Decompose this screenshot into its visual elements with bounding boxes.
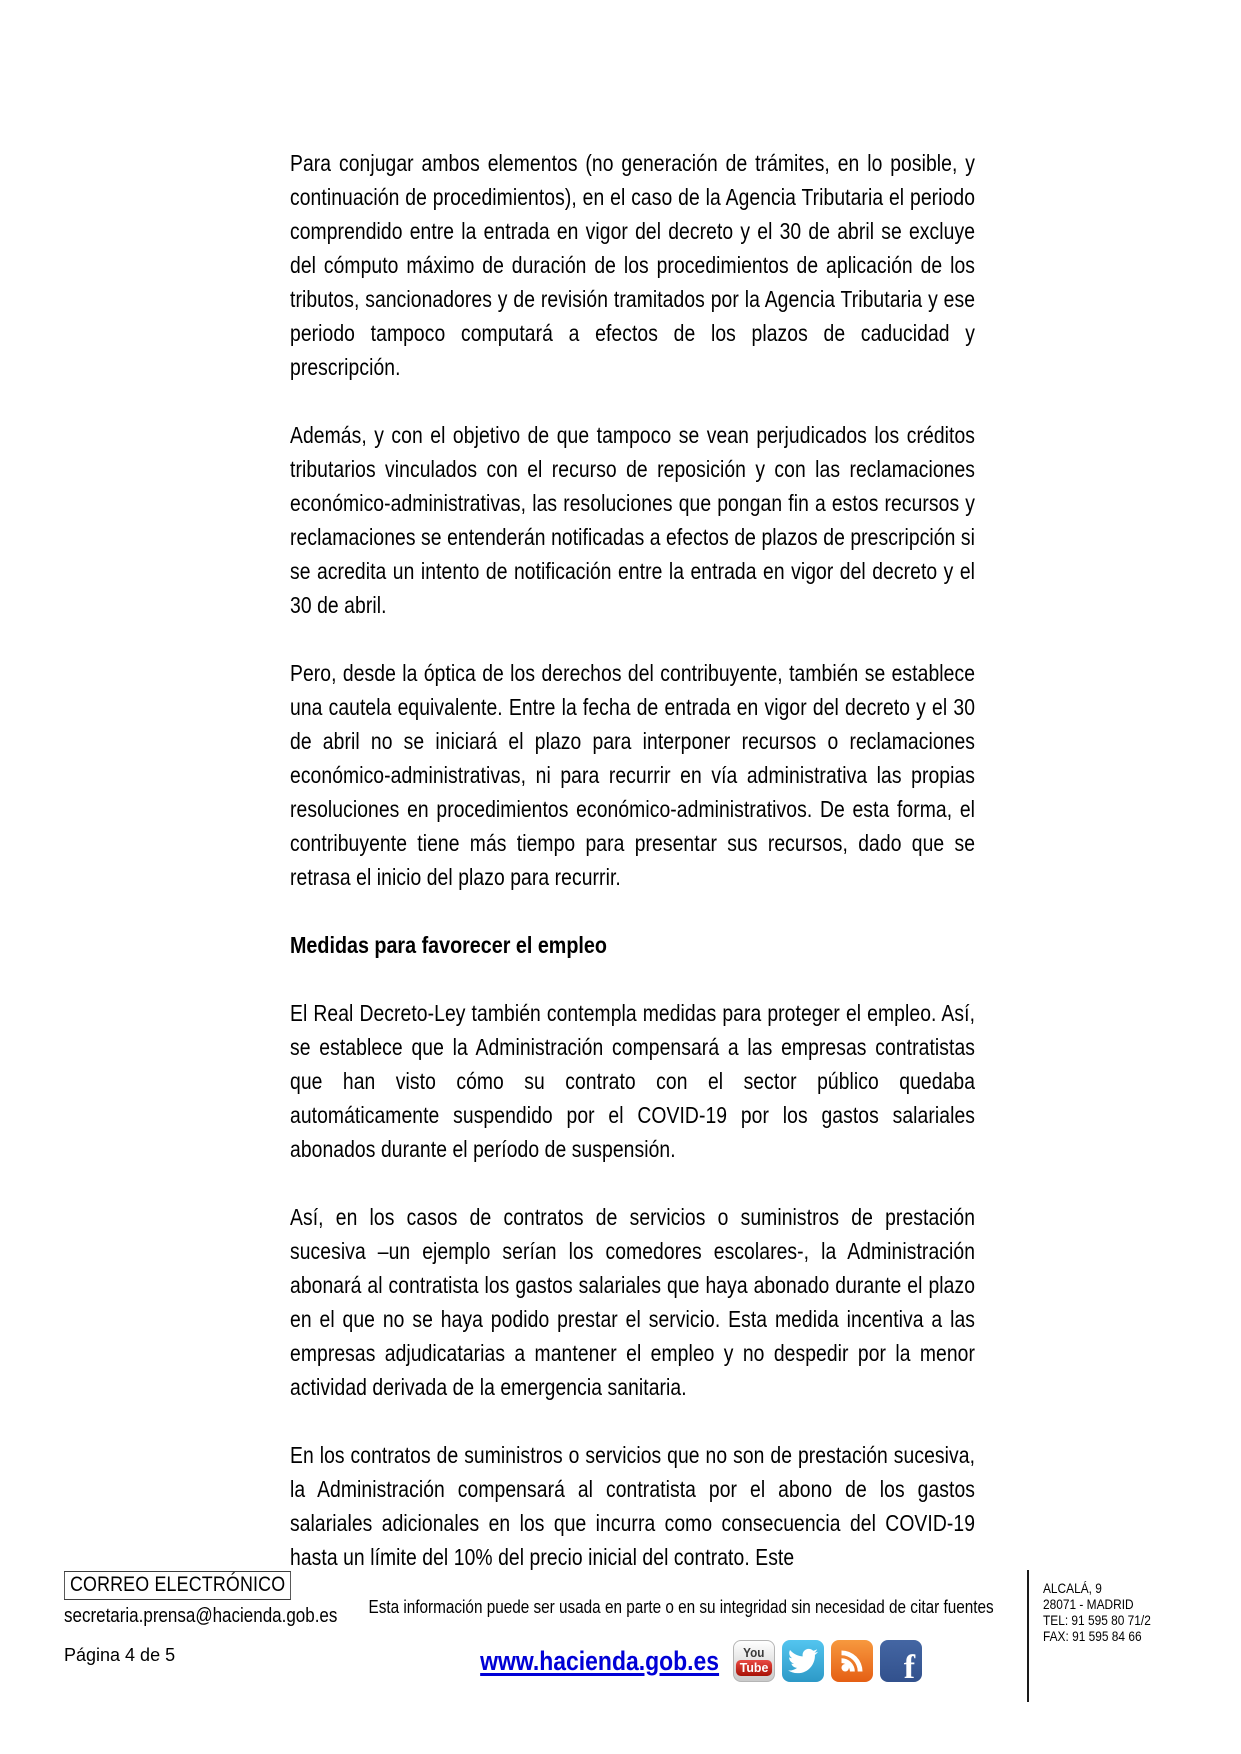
facebook-glyph: f xyxy=(903,1649,916,1682)
body-paragraph: Para conjugar ambos elementos (no generación de trámites, en lo posible, y continuación de procedimientos), en el caso de la Agencia Tributaria el periodo comprendido entre la entrada en vigor del decreto y el 30 de abril se excluye del cómputo máximo de duración de los procedimientos de aplicación de los tributos, sancionadores y de revisión tramitados por la Agencia Tributaria y ese periodo tampoco computará a efectos de los plazos de caducidad y prescripción. xyxy=(290,150,976,380)
youtube-label-top: You xyxy=(743,1645,765,1660)
body-paragraph: Pero, desde la óptica de los derechos del contribuyente, también se establece una cautela equivalente. Entre la fecha de entrada en vigor del decreto y el 30 de abril no se iniciará el plazo para interponer recursos o reclamaciones económico-administrativas, ni para recurrir en vía administrativa las propias resoluciones en procedimientos económico-administrativos. De esta forma, el contribuyente tiene más tiempo para presentar sus recursos, dado que se retrasa el inicio del plazo para recurrir. xyxy=(290,660,976,890)
address-line: TEL: 91 595 80 71/2 xyxy=(1043,1612,1151,1628)
press-release-body xyxy=(290,146,975,1608)
section-heading: Medidas para favorecer el empleo xyxy=(290,932,607,958)
youtube-icon[interactable] xyxy=(733,1640,775,1682)
footer-link-row xyxy=(360,1638,1000,1684)
body-paragraph: En los contratos de suministros o servicios que no son de prestación sucesiva, la Administración compensará al contratista por el abono de los gastos salariales adicionales en los que incurra como consecuencia del COVID-19 hasta un límite del 10% del precio inicial del contrato. Este xyxy=(290,1442,976,1570)
address-line: 28071 - MADRID xyxy=(1043,1596,1134,1612)
email-label: CORREO ELECTRÓNICO xyxy=(69,1573,286,1596)
page-indicator: Página 4 de 5 xyxy=(64,1645,176,1665)
facebook-icon[interactable] xyxy=(880,1640,922,1682)
twitter-icon[interactable] xyxy=(782,1640,824,1682)
rss-icon[interactable] xyxy=(831,1640,873,1682)
footer-contact-block xyxy=(64,1571,337,1628)
body-paragraph: Así, en los casos de contratos de servicios o suministros de prestación sucesiva –un ejemplo serían los comedores escolares-, la Administración abonará al contratista los gastos salariales que haya abonado durante el plazo en el que no se haya podido prestar el servicio. Esta medida incentiva a las empresas adjudicatarias a mantener el empleo y no despedir por la menor actividad derivada de la emergencia sanitaria. xyxy=(290,1204,976,1400)
press-email: secretaria.prensa@hacienda.gob.es xyxy=(64,1605,338,1627)
website-link[interactable]: www.hacienda.gob.es xyxy=(480,1645,720,1676)
youtube-label-bottom: Tube xyxy=(736,1660,772,1676)
social-icon-row xyxy=(733,1640,922,1682)
body-paragraph: El Real Decreto-Ley también contempla medidas para proteger el empleo. Así, se establece que la Administración compensará a las empresas contratistas que han visto cómo su contrato con el sector público quedaba automáticamente suspendido por el COVID-19 por los gastos salariales abonados durante el período de suspensión. xyxy=(290,1000,976,1162)
address-line: FAX: 91 595 84 66 xyxy=(1043,1628,1142,1644)
ministry-address xyxy=(1043,1580,1151,1644)
footer-divider xyxy=(1027,1570,1029,1702)
email-label-box xyxy=(64,1571,291,1600)
body-paragraph: Además, y con el objetivo de que tampoco se vean perjudicados los créditos tributarios vinculados con el recurso de reposición y con las reclamaciones económico-administrativas, las resoluciones que pongan fin a estos recursos y reclamaciones se entenderán notificadas a efectos de plazos de prescripción si se acredita un intento de notificación entre la entrada en vigor del decreto y el 30 de abril. xyxy=(290,422,976,618)
address-line: ALCALÁ, 9 xyxy=(1043,1580,1102,1596)
reuse-notice: Esta información puede ser usada en parte o en su integridad sin necesidad de citar fuentes xyxy=(368,1597,994,1617)
